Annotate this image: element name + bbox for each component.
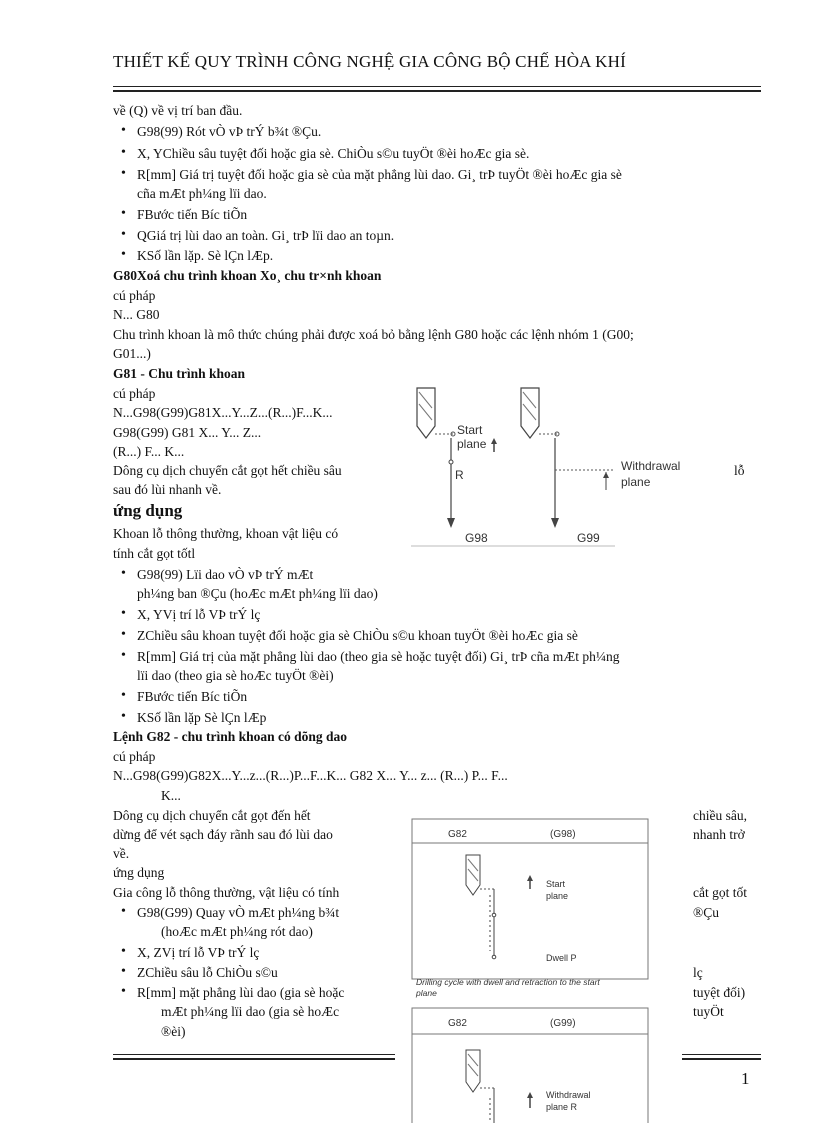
withdrawal-plane-label: Withdrawal plane R bbox=[546, 1090, 591, 1112]
text-line: về (Q) về vị trí ban đầu. bbox=[113, 103, 243, 118]
text-line: G01...) bbox=[113, 346, 151, 361]
drill-bit-icon bbox=[417, 388, 435, 438]
text-line: dừng để vét sạch đáy rãnh sau đó lùi dao bbox=[113, 827, 333, 842]
drill-bit-icon bbox=[521, 388, 539, 438]
g99-label: (G99) bbox=[550, 1018, 576, 1029]
footer-rule-left-top bbox=[113, 1054, 395, 1055]
text-line: G98(G99) G81 X... Y... Z... bbox=[113, 425, 262, 440]
dwell-label: Dwell P bbox=[546, 953, 577, 963]
text-line-right: lç bbox=[693, 965, 703, 980]
bullet-text: G98(99) Rót vÒ vÞ trÝ b¾t ®Çu. bbox=[137, 124, 322, 139]
bullet-text: X, ZVị trí lỗ VÞ trÝ lç bbox=[137, 945, 260, 960]
section-heading-g81: G81 - Chu trình khoan bbox=[113, 366, 246, 381]
bullet-dot: • bbox=[121, 227, 126, 242]
text-line-tail: lỗ bbox=[734, 463, 745, 478]
text-line: về. bbox=[113, 846, 130, 861]
section-heading-ung-dung: ứng dụng bbox=[113, 501, 183, 520]
bullet-text: KSố lần lặp Sè lÇn lÆp bbox=[137, 710, 267, 725]
bullet-dot: • bbox=[121, 566, 126, 581]
bullet-text: X, YVị trí lỗ VÞ trÝ lç bbox=[137, 607, 261, 622]
text-line: K... bbox=[161, 788, 181, 803]
bullet-text-cont: ®èi) bbox=[161, 1024, 186, 1039]
text-line-right: chiều sâu, bbox=[693, 808, 747, 823]
bullet-dot: • bbox=[121, 964, 126, 979]
g99-label: G99 bbox=[577, 531, 600, 545]
header-rule-top bbox=[113, 86, 761, 87]
text-line: cú pháp bbox=[113, 749, 156, 764]
g98-label: (G98) bbox=[550, 829, 576, 840]
bullet-text-cont: cña mÆt ph¼ng lïi dao. bbox=[137, 186, 267, 201]
text-line: Gia công lỗ thông thường, vật liệu có tính bbox=[113, 885, 340, 900]
text-line: (R...) F... K... bbox=[113, 444, 185, 459]
text-line: ứng dụng bbox=[113, 865, 165, 880]
text-line-right: tuyÖt bbox=[693, 1004, 724, 1019]
bullet-text: R[mm] Giá trị của mặt phẳng lùi dao (theo gia sè hoặc tuyệt đối) Gi¸ trÞ cña mÆt ph¼ng bbox=[137, 649, 620, 664]
page-header-title: THIẾT KẾ QUY TRÌNH CÔNG NGHỆ GIA CÔNG BỘ CHẾ HÒA KHÍ bbox=[113, 52, 626, 71]
g82-g98-figure bbox=[404, 815, 650, 1005]
bullet-text-cont: mÆt ph¼ng lïi dao (gia sè hoÆc bbox=[161, 1004, 340, 1019]
bullet-text: ZChiều sâu khoan tuyệt đối hoặc gia sè ChiÒu s©u khoan tuyÖt ®èi hoÆc gia sè bbox=[137, 628, 578, 643]
g98-label: G98 bbox=[465, 531, 488, 545]
bullet-dot: • bbox=[121, 904, 126, 919]
text-line-right: nhanh trở bbox=[693, 827, 745, 842]
text-line: N...G98(G99)G81X...Y...Z...(R...)F...K... bbox=[113, 405, 333, 420]
text-line-right: tuyệt đối) bbox=[693, 985, 746, 1000]
text-line: sau đó lùi nhanh về. bbox=[113, 482, 222, 497]
start-plane-label: Start plane bbox=[457, 423, 487, 451]
text-line: Khoan lỗ thông thường, khoan vật liệu có bbox=[113, 526, 339, 541]
bullet-text: ZChiều sâu lỗ ChiÒu s©u bbox=[137, 965, 278, 980]
bullet-text: R[mm] mặt phẳng lùi dao (gia sè hoặc bbox=[137, 985, 345, 1000]
drill-bit-icon bbox=[466, 1050, 480, 1092]
text-line: N... G80 bbox=[113, 307, 160, 322]
r-label: R bbox=[455, 468, 464, 482]
bullet-text-cont: ph¼ng ban ®Çu (hoÆc mÆt ph¼ng lïi dao) bbox=[137, 586, 378, 601]
bullet-dot: • bbox=[121, 606, 126, 621]
g82-label: G82 bbox=[448, 1018, 467, 1029]
footer-rule-left-bottom bbox=[113, 1058, 395, 1060]
bullet-dot: • bbox=[121, 648, 126, 663]
bullet-dot: • bbox=[121, 123, 126, 138]
bullet-dot: • bbox=[121, 709, 126, 724]
bullet-text-cont: lïi dao (theo gia sè hoÆc tuyÖt ®èi) bbox=[137, 668, 334, 683]
bullet-dot: • bbox=[121, 166, 126, 181]
bullet-text: R[mm] Giá trị tuyệt đối hoặc gia sè của mặt phẳng lùi dao. Gi¸ trÞ tuyÖt ®èi hoÆc gia sè bbox=[137, 167, 622, 182]
text-line: N...G98(G99)G82X...Y...z...(R...)P...F...K... G82 X... Y... z... (R...) P... F... bbox=[113, 768, 508, 783]
figure-caption: Drilling cycle with dwell and retraction to the start plane bbox=[416, 977, 600, 998]
footer-rule-right-bottom bbox=[682, 1058, 761, 1060]
section-heading-g80: G80Xoá chu trình khoan Xo¸ chu tr×nh khoan bbox=[113, 268, 382, 283]
section-heading-g82: Lệnh G82 - chu trình khoan có dõng dao bbox=[113, 729, 348, 744]
bullet-dot: • bbox=[121, 688, 126, 703]
bullet-text: QGiá trị lùi dao an toàn. Gi¸ trÞ lïi dao an toµn. bbox=[137, 228, 395, 243]
bullet-text: KSố lần lặp. Sè lÇn lÆp. bbox=[137, 248, 274, 263]
bullet-text: G98(G99) Quay vÒ mÆt ph¼ng b¾t bbox=[137, 905, 340, 920]
text-line-right: cắt gọt tốt bbox=[693, 885, 747, 900]
bullet-text: G98(99) Lïi dao vÒ vÞ trÝ mÆt bbox=[137, 567, 314, 582]
text-line: Dông cụ dịch chuyển cắt gọt hết chiều sâu bbox=[113, 463, 342, 478]
text-line: Chu trình khoan là mô thức chúng phải được xoá bỏ bằng lệnh G80 hoặc các lệnh nhóm 1 (G00; bbox=[113, 327, 634, 342]
bullet-text: X, YChiều sâu tuyệt đối hoặc gia sè. ChiÒu s©u tuyÖt ®èi hoÆc gia sè. bbox=[137, 146, 530, 161]
text-line: tính cắt gọt tốtl bbox=[113, 546, 196, 561]
bullet-dot: • bbox=[121, 145, 126, 160]
bullet-dot: • bbox=[121, 984, 126, 999]
header-rule-bottom bbox=[113, 90, 761, 92]
bullet-text: FBước tiến Bíc tiÕn bbox=[137, 207, 248, 222]
text-line-right: ®Çu bbox=[693, 905, 720, 920]
bullet-dot: • bbox=[121, 206, 126, 221]
bullet-dot: • bbox=[121, 247, 126, 262]
g82-g99-figure bbox=[404, 1006, 650, 1123]
page-number: 1 bbox=[741, 1069, 750, 1088]
start-plane-label: Start plane bbox=[546, 879, 569, 901]
bullet-text: FBước tiến Bíc tiÕn bbox=[137, 689, 248, 704]
text-line: Dông cụ dịch chuyển cắt gọt đến hết bbox=[113, 808, 311, 823]
text-line: cú pháp bbox=[113, 288, 156, 303]
bullet-dot: • bbox=[121, 627, 126, 642]
g82-label: G82 bbox=[448, 829, 467, 840]
g81-drilling-diagram bbox=[405, 382, 750, 550]
bullet-dot: • bbox=[121, 944, 126, 959]
text-line: cú pháp bbox=[113, 386, 156, 401]
footer-rule-right-top bbox=[682, 1054, 761, 1055]
withdrawal-plane-label: Withdrawal plane bbox=[621, 459, 681, 489]
bullet-text-cont: (hoÆc mÆt ph¼ng rót dao) bbox=[161, 924, 313, 939]
